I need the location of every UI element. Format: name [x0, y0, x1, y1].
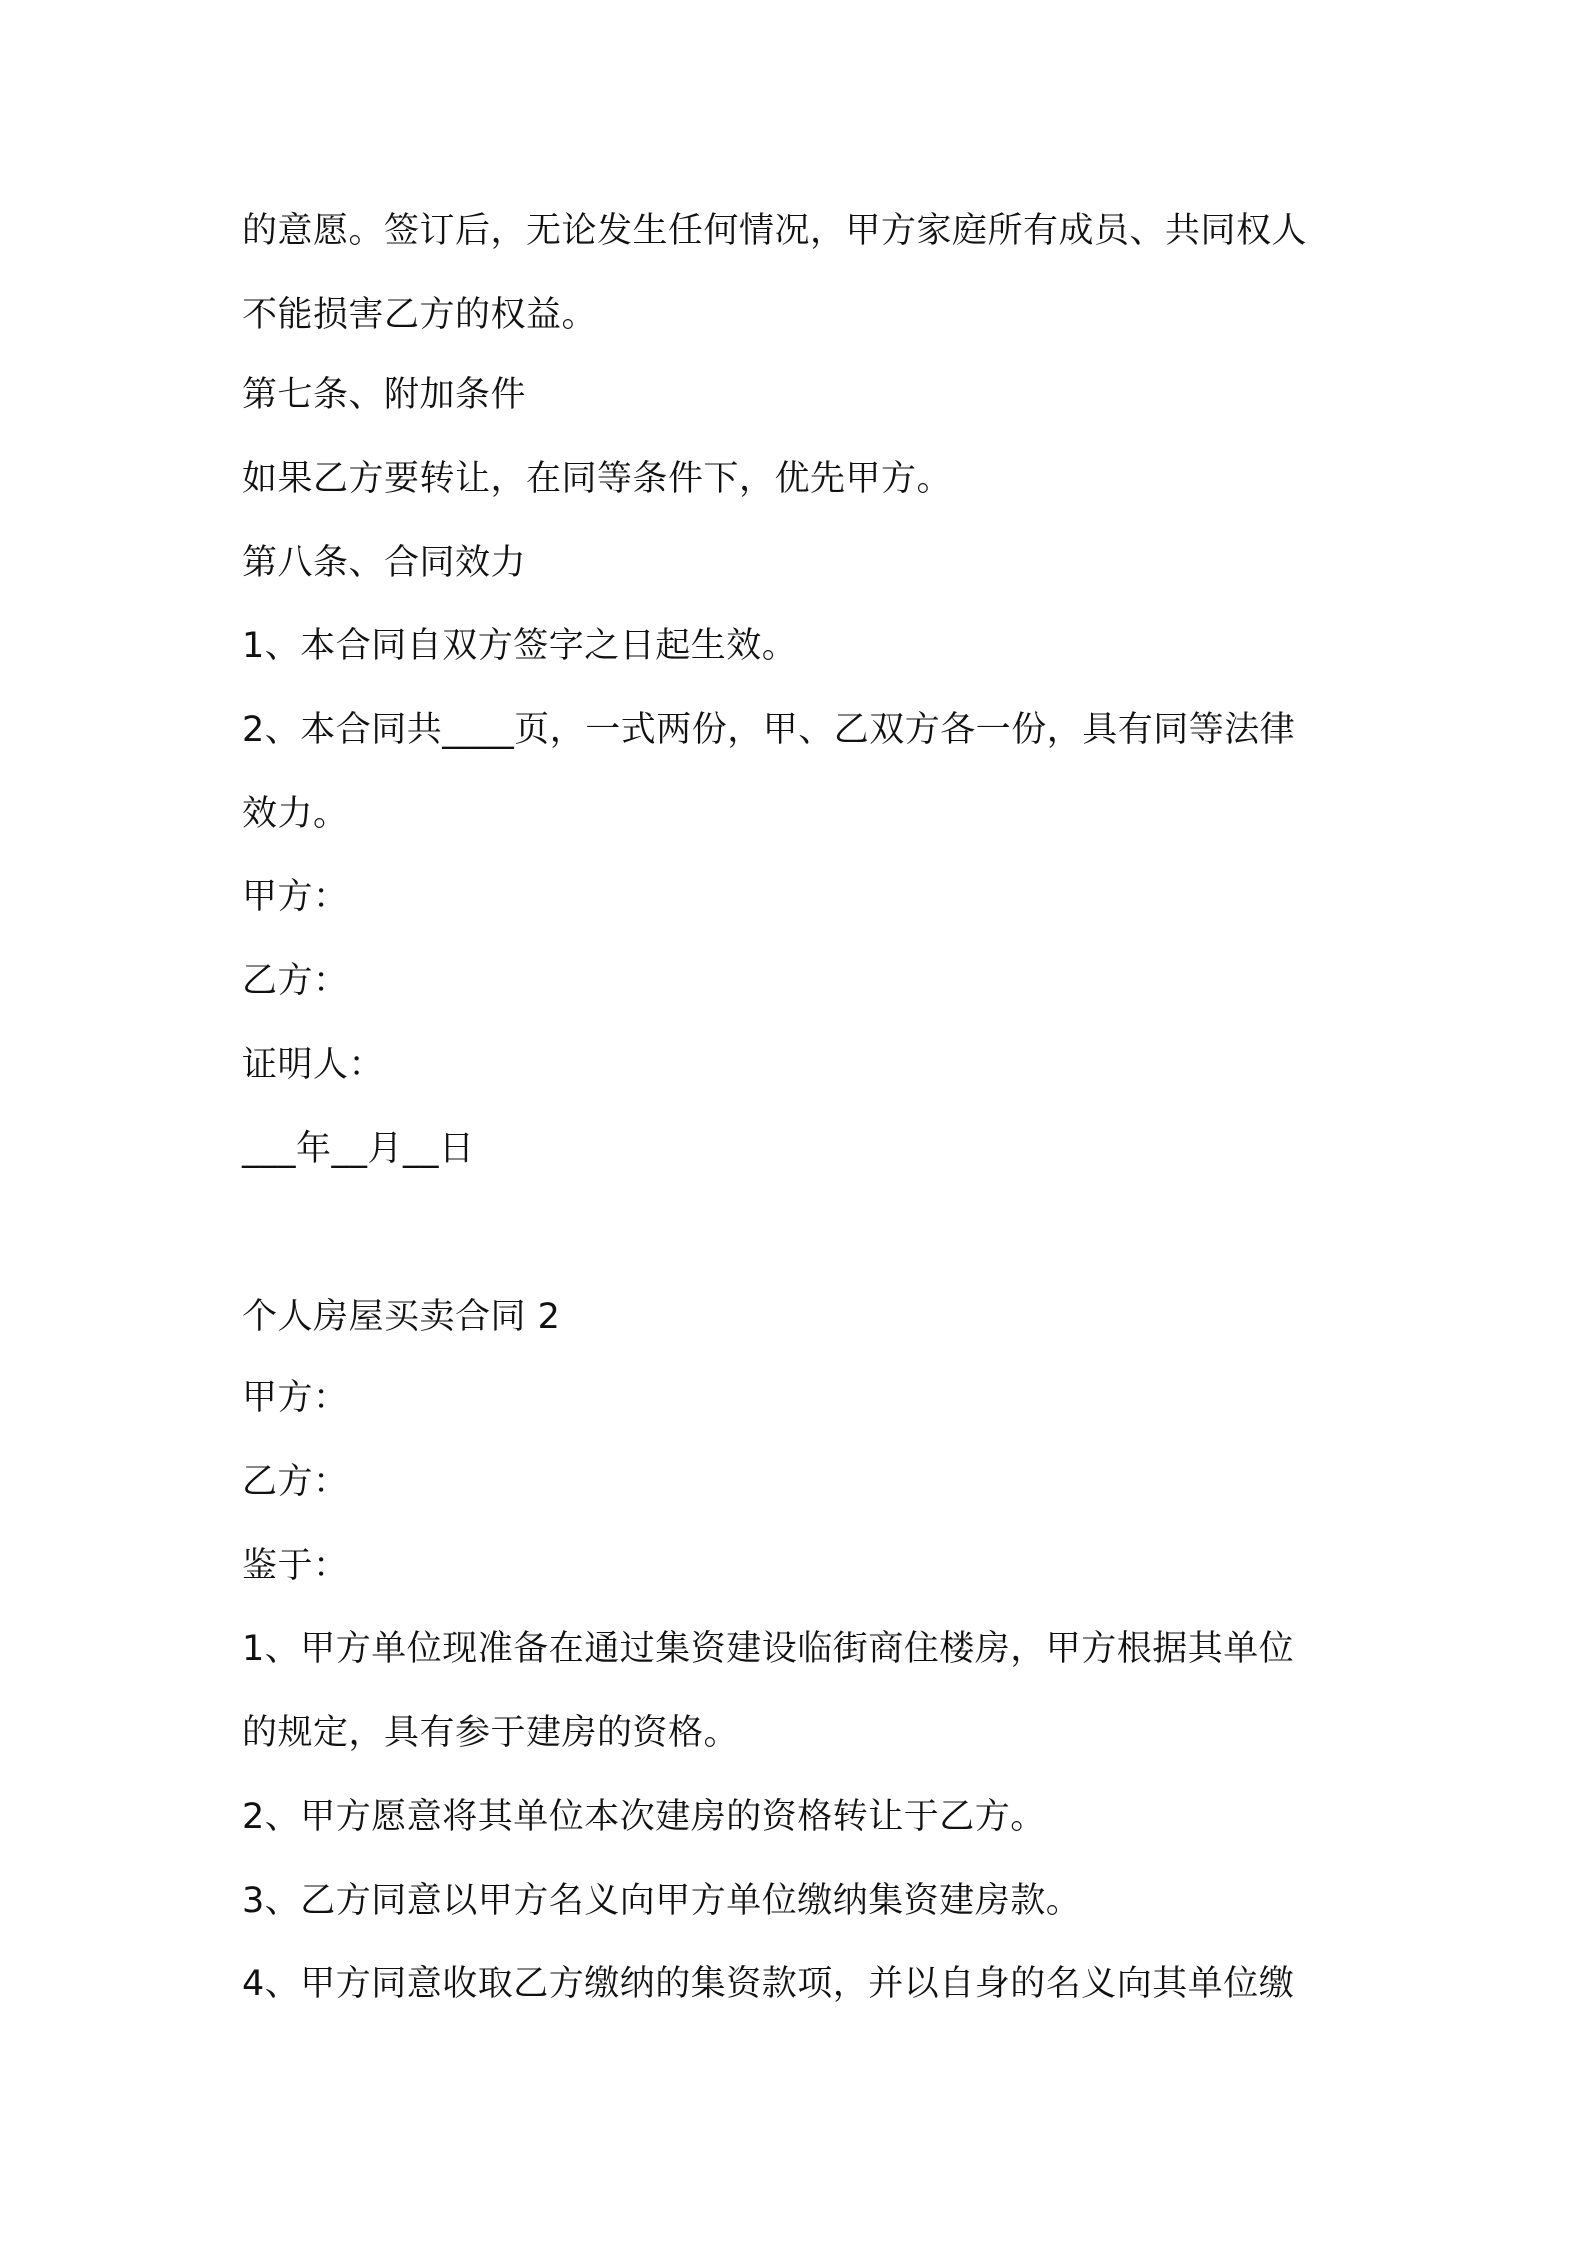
signature-witness: 证明人：	[242, 1045, 385, 1085]
article-7-text: 如果乙方要转让，在同等条件下，优先甲方。	[242, 459, 953, 499]
contract-two-whereas: 鉴于：	[242, 1546, 349, 1586]
article-8-heading: 第八条、合同效力	[242, 543, 527, 583]
contract-two-item-1-line-2: 的规定，具有参于建房的资格。	[242, 1713, 740, 1753]
contract-two-item-2: 2、甲方愿意将其单位本次建房的资格转让于乙方。	[242, 1797, 1046, 1837]
signature-party-b: 乙方：	[242, 961, 349, 1001]
article-8-item-2-line-2: 效力。	[242, 794, 349, 834]
contract-two-party-a: 甲方：	[242, 1378, 349, 1418]
contract-two-item-1-line-1: 1、甲方单位现准备在通过集资建设临街商住楼房，甲方根据其单位	[242, 1629, 1295, 1669]
signature-date: ___年__月__日	[242, 1129, 475, 1169]
intent-line-2: 不能损害乙方的权益。	[242, 295, 598, 335]
contract-two-title: 个人房屋买卖合同 2	[242, 1297, 561, 1337]
article-7-heading: 第七条、附加条件	[242, 375, 527, 415]
signature-party-a: 甲方：	[242, 877, 349, 917]
article-8-item-2-line-1: 2、本合同共____页，一式两份，甲、乙双方各一份，具有同等法律	[242, 710, 1296, 750]
contract-two-item-3: 3、乙方同意以甲方名义向甲方单位缴纳集资建房款。	[242, 1881, 1082, 1921]
intent-line-1: 的意愿。签订后，无论发生任何情况，甲方家庭所有成员、共同权人	[242, 211, 1308, 251]
contract-two-item-4-line-1: 4、甲方同意收取乙方缴纳的集资款项，并以自身的名义向其单位缴	[242, 1964, 1295, 2004]
article-8-item-1: 1、本合同自双方签字之日起生效。	[242, 626, 798, 666]
contract-two-party-b: 乙方：	[242, 1462, 349, 1502]
